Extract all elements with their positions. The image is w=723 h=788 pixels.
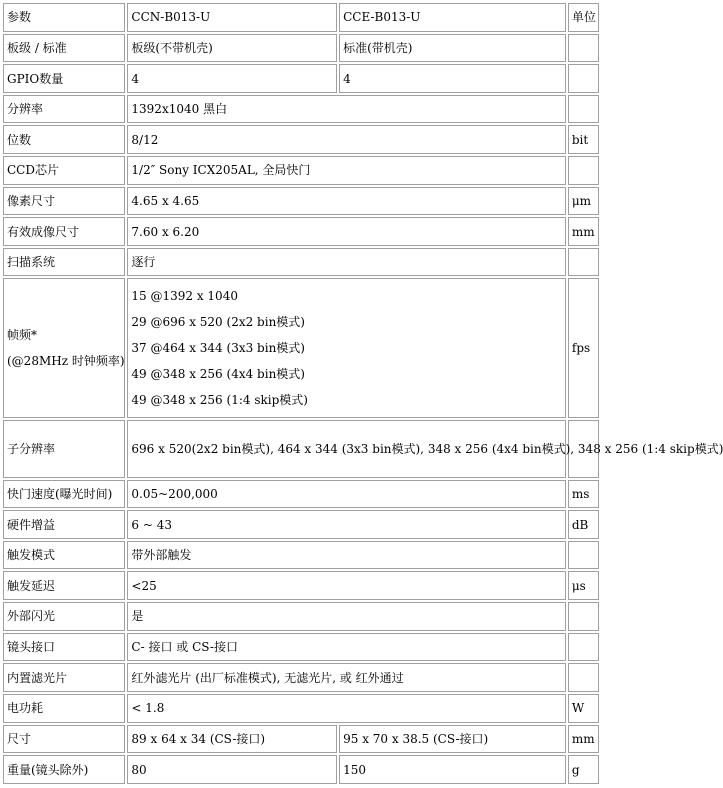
table-row bbox=[3, 571, 599, 600]
value-cell: 0.05~200,000 bbox=[127, 480, 565, 509]
model-a-cell: 板级(不带机壳) bbox=[127, 34, 337, 63]
table-row bbox=[3, 480, 599, 509]
model-a-cell: 4 bbox=[127, 64, 337, 93]
unit-cell bbox=[568, 248, 599, 277]
table-row bbox=[3, 217, 599, 246]
unit-cell bbox=[568, 156, 599, 185]
table-row bbox=[3, 725, 599, 754]
table-row-frame-rate bbox=[3, 278, 599, 418]
unit-cell: 单位 bbox=[568, 3, 599, 32]
value-line: 49 @348 x 256 (4x4 bin模式) bbox=[131, 367, 305, 382]
model-a-cell: 89 x 64 x 34 (CS-接口) bbox=[127, 725, 337, 754]
table-row bbox=[3, 755, 599, 784]
param-cell: 分辨率 bbox=[3, 95, 125, 124]
unit-cell: dB bbox=[568, 510, 599, 539]
table-row bbox=[3, 663, 599, 692]
table-row bbox=[3, 187, 599, 216]
unit-cell: g bbox=[568, 755, 599, 784]
unit-cell: mm bbox=[568, 217, 599, 246]
value-cell bbox=[127, 278, 565, 418]
unit-cell bbox=[568, 541, 599, 570]
value-cell: < 1.8 bbox=[127, 694, 565, 723]
param-cell: 重量(镜头除外) bbox=[3, 755, 125, 784]
model-b-cell: 95 x 70 x 38.5 (CS-接口) bbox=[339, 725, 566, 754]
param-cell bbox=[3, 278, 125, 418]
param-cell: 有效成像尺寸 bbox=[3, 217, 125, 246]
table-row bbox=[3, 125, 599, 154]
table-row bbox=[3, 633, 599, 662]
param-cell: 触发模式 bbox=[3, 541, 125, 570]
unit-cell: fps bbox=[568, 278, 599, 418]
model-b-cell: 标准(带机壳) bbox=[339, 34, 566, 63]
unit-cell bbox=[568, 34, 599, 63]
param-cell: GPIO数量 bbox=[3, 64, 125, 93]
param-cell: 外部闪光 bbox=[3, 602, 125, 631]
param-cell: 镜头接口 bbox=[3, 633, 125, 662]
table-row bbox=[3, 420, 599, 477]
table-row bbox=[3, 64, 599, 93]
param-cell: 尺寸 bbox=[3, 725, 125, 754]
model-a-cell: CCN-B013-U bbox=[127, 3, 337, 32]
param-cell: 电功耗 bbox=[3, 694, 125, 723]
value-cell: 带外部触发 bbox=[127, 541, 565, 570]
value-cell: 逐行 bbox=[127, 248, 565, 277]
spec-table bbox=[1, 1, 723, 786]
value-cell: 696 x 520(2x2 bin模式), 464 x 344 (3x3 bin模式), 348 x 256 (4x4 bin模式), 348 x 256 (1:4 skip模式) bbox=[127, 420, 565, 477]
table-row bbox=[3, 541, 599, 570]
value-cell: 6 ~ 43 bbox=[127, 510, 565, 539]
value-cell: C- 接口 或 CS-接口 bbox=[127, 633, 565, 662]
param-cell: 像素尺寸 bbox=[3, 187, 125, 216]
value-line: 37 @464 x 344 (3x3 bin模式) bbox=[131, 341, 305, 356]
value-line: 15 @1392 x 1040 bbox=[131, 289, 238, 304]
table-row bbox=[3, 694, 599, 723]
table-row-header bbox=[3, 3, 599, 32]
unit-cell bbox=[568, 602, 599, 631]
value-line: 29 @696 x 520 (2x2 bin模式) bbox=[131, 315, 305, 330]
unit-cell bbox=[568, 64, 599, 93]
unit-cell: μs bbox=[568, 571, 599, 600]
unit-cell: ms bbox=[568, 480, 599, 509]
param-line: 帧频* bbox=[7, 328, 38, 343]
table-row bbox=[3, 602, 599, 631]
value-cell: 7.60 x 6.20 bbox=[127, 217, 565, 246]
param-cell: 扫描系统 bbox=[3, 248, 125, 277]
value-cell: 4.65 x 4.65 bbox=[127, 187, 565, 216]
value-cell: <25 bbox=[127, 571, 565, 600]
table-row bbox=[3, 95, 599, 124]
unit-cell: mm bbox=[568, 725, 599, 754]
value-cell: 1/2″ Sony ICX205AL, 全局快门 bbox=[127, 156, 565, 185]
unit-cell bbox=[568, 95, 599, 124]
param-cell: 内置滤光片 bbox=[3, 663, 125, 692]
unit-cell: μm bbox=[568, 187, 599, 216]
unit-cell: W bbox=[568, 694, 599, 723]
value-cell: 红外滤光片 (出厂标准模式), 无滤光片, 或 红外通过 bbox=[127, 663, 565, 692]
param-line: (@28MHz 时钟频率) bbox=[7, 354, 125, 369]
value-cell: 1392x1040 黑白 bbox=[127, 95, 565, 124]
param-cell: CCD芯片 bbox=[3, 156, 125, 185]
value-line: 49 @348 x 256 (1:4 skip模式) bbox=[131, 393, 308, 408]
param-cell: 快门速度(曝光时间) bbox=[3, 480, 125, 509]
param-cell: 子分辨率 bbox=[3, 420, 125, 477]
table-row bbox=[3, 510, 599, 539]
table-row bbox=[3, 34, 599, 63]
table-row bbox=[3, 156, 599, 185]
param-cell: 参数 bbox=[3, 3, 125, 32]
model-b-cell: 4 bbox=[339, 64, 566, 93]
table-row bbox=[3, 248, 599, 277]
param-cell: 硬件增益 bbox=[3, 510, 125, 539]
param-cell: 板级 / 标准 bbox=[3, 34, 125, 63]
value-cell: 是 bbox=[127, 602, 565, 631]
unit-cell bbox=[568, 633, 599, 662]
param-cell: 触发延迟 bbox=[3, 571, 125, 600]
unit-cell: bit bbox=[568, 125, 599, 154]
value-cell: 8/12 bbox=[127, 125, 565, 154]
unit-cell bbox=[568, 663, 599, 692]
model-b-cell: CCE-B013-U bbox=[339, 3, 566, 32]
model-b-cell: 150 bbox=[339, 755, 566, 784]
model-a-cell: 80 bbox=[127, 755, 337, 784]
param-cell: 位数 bbox=[3, 125, 125, 154]
